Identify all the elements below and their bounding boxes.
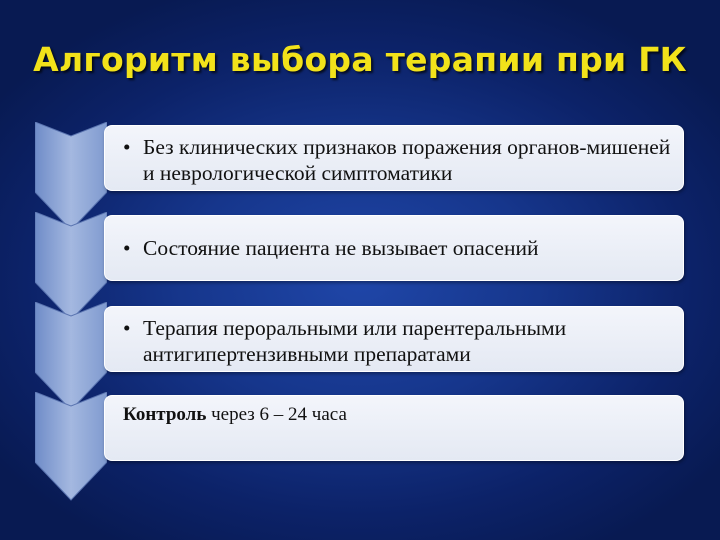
control-label: Контроль (123, 404, 207, 425)
bullet-mark: • (123, 135, 131, 159)
control-box (104, 395, 684, 461)
control-text (123, 404, 347, 426)
step-box-1 (104, 125, 684, 191)
step-label-2: Состояние пациента не вызывает опасений (143, 236, 539, 260)
step-text-1 (123, 134, 673, 186)
step-text-2 (123, 235, 673, 261)
step-text-3 (123, 315, 673, 367)
control-interval: через 6 – 24 часа (206, 404, 347, 425)
step-label-1: Без клинических признаков поражения органов-мишеней и неврологической симптоматики (143, 135, 671, 185)
step-label-3: Терапия пероральными или парентеральными антигипертензивными препаратами (143, 316, 567, 366)
bullet-mark: • (123, 236, 131, 260)
step-box-3 (104, 306, 684, 372)
step-box-2 (104, 215, 684, 281)
slide-title: Алгоритм выбора терапии при ГК (33, 40, 687, 79)
chevron-arrow-4 (35, 392, 107, 502)
bullet-mark: • (123, 316, 131, 340)
